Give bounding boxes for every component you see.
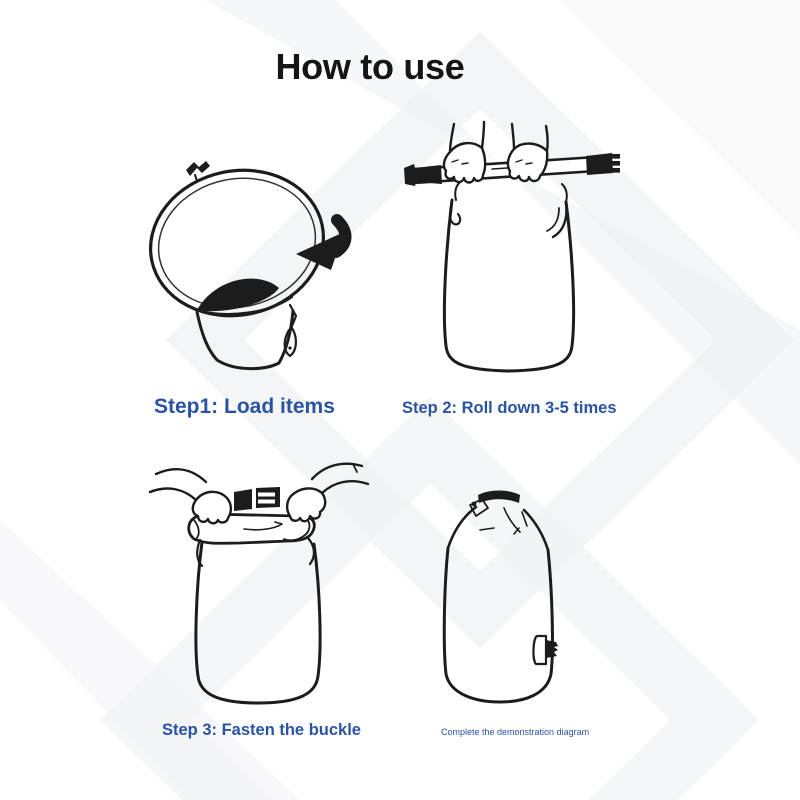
open-bag-top-view [140,154,337,368]
final-caption: Complete the demonstration diagram [441,727,590,737]
illustration-step2-roll-down [400,118,620,380]
illustration-step1-load-items [140,140,370,380]
illustration-step3-fasten-buckle [148,458,370,710]
illustration-finished-bag [430,478,612,710]
center-buckle [234,487,280,511]
finished-dry-bag [444,491,552,703]
bag-opening-shadow [197,279,279,312]
top-clip [186,161,210,176]
page-title: How to use [275,46,465,87]
dry-bag-body [196,542,320,703]
dry-bag-body [444,182,573,371]
right-strap-clip [586,153,620,175]
step3-label: Step 3: Fasten the buckle [162,721,361,739]
load-direction-arrow-icon [296,220,346,270]
air-valve [533,636,558,664]
step1-label: Step1: Load items [154,395,335,418]
step2-label: Step 2: Roll down 3-5 times [402,399,617,417]
